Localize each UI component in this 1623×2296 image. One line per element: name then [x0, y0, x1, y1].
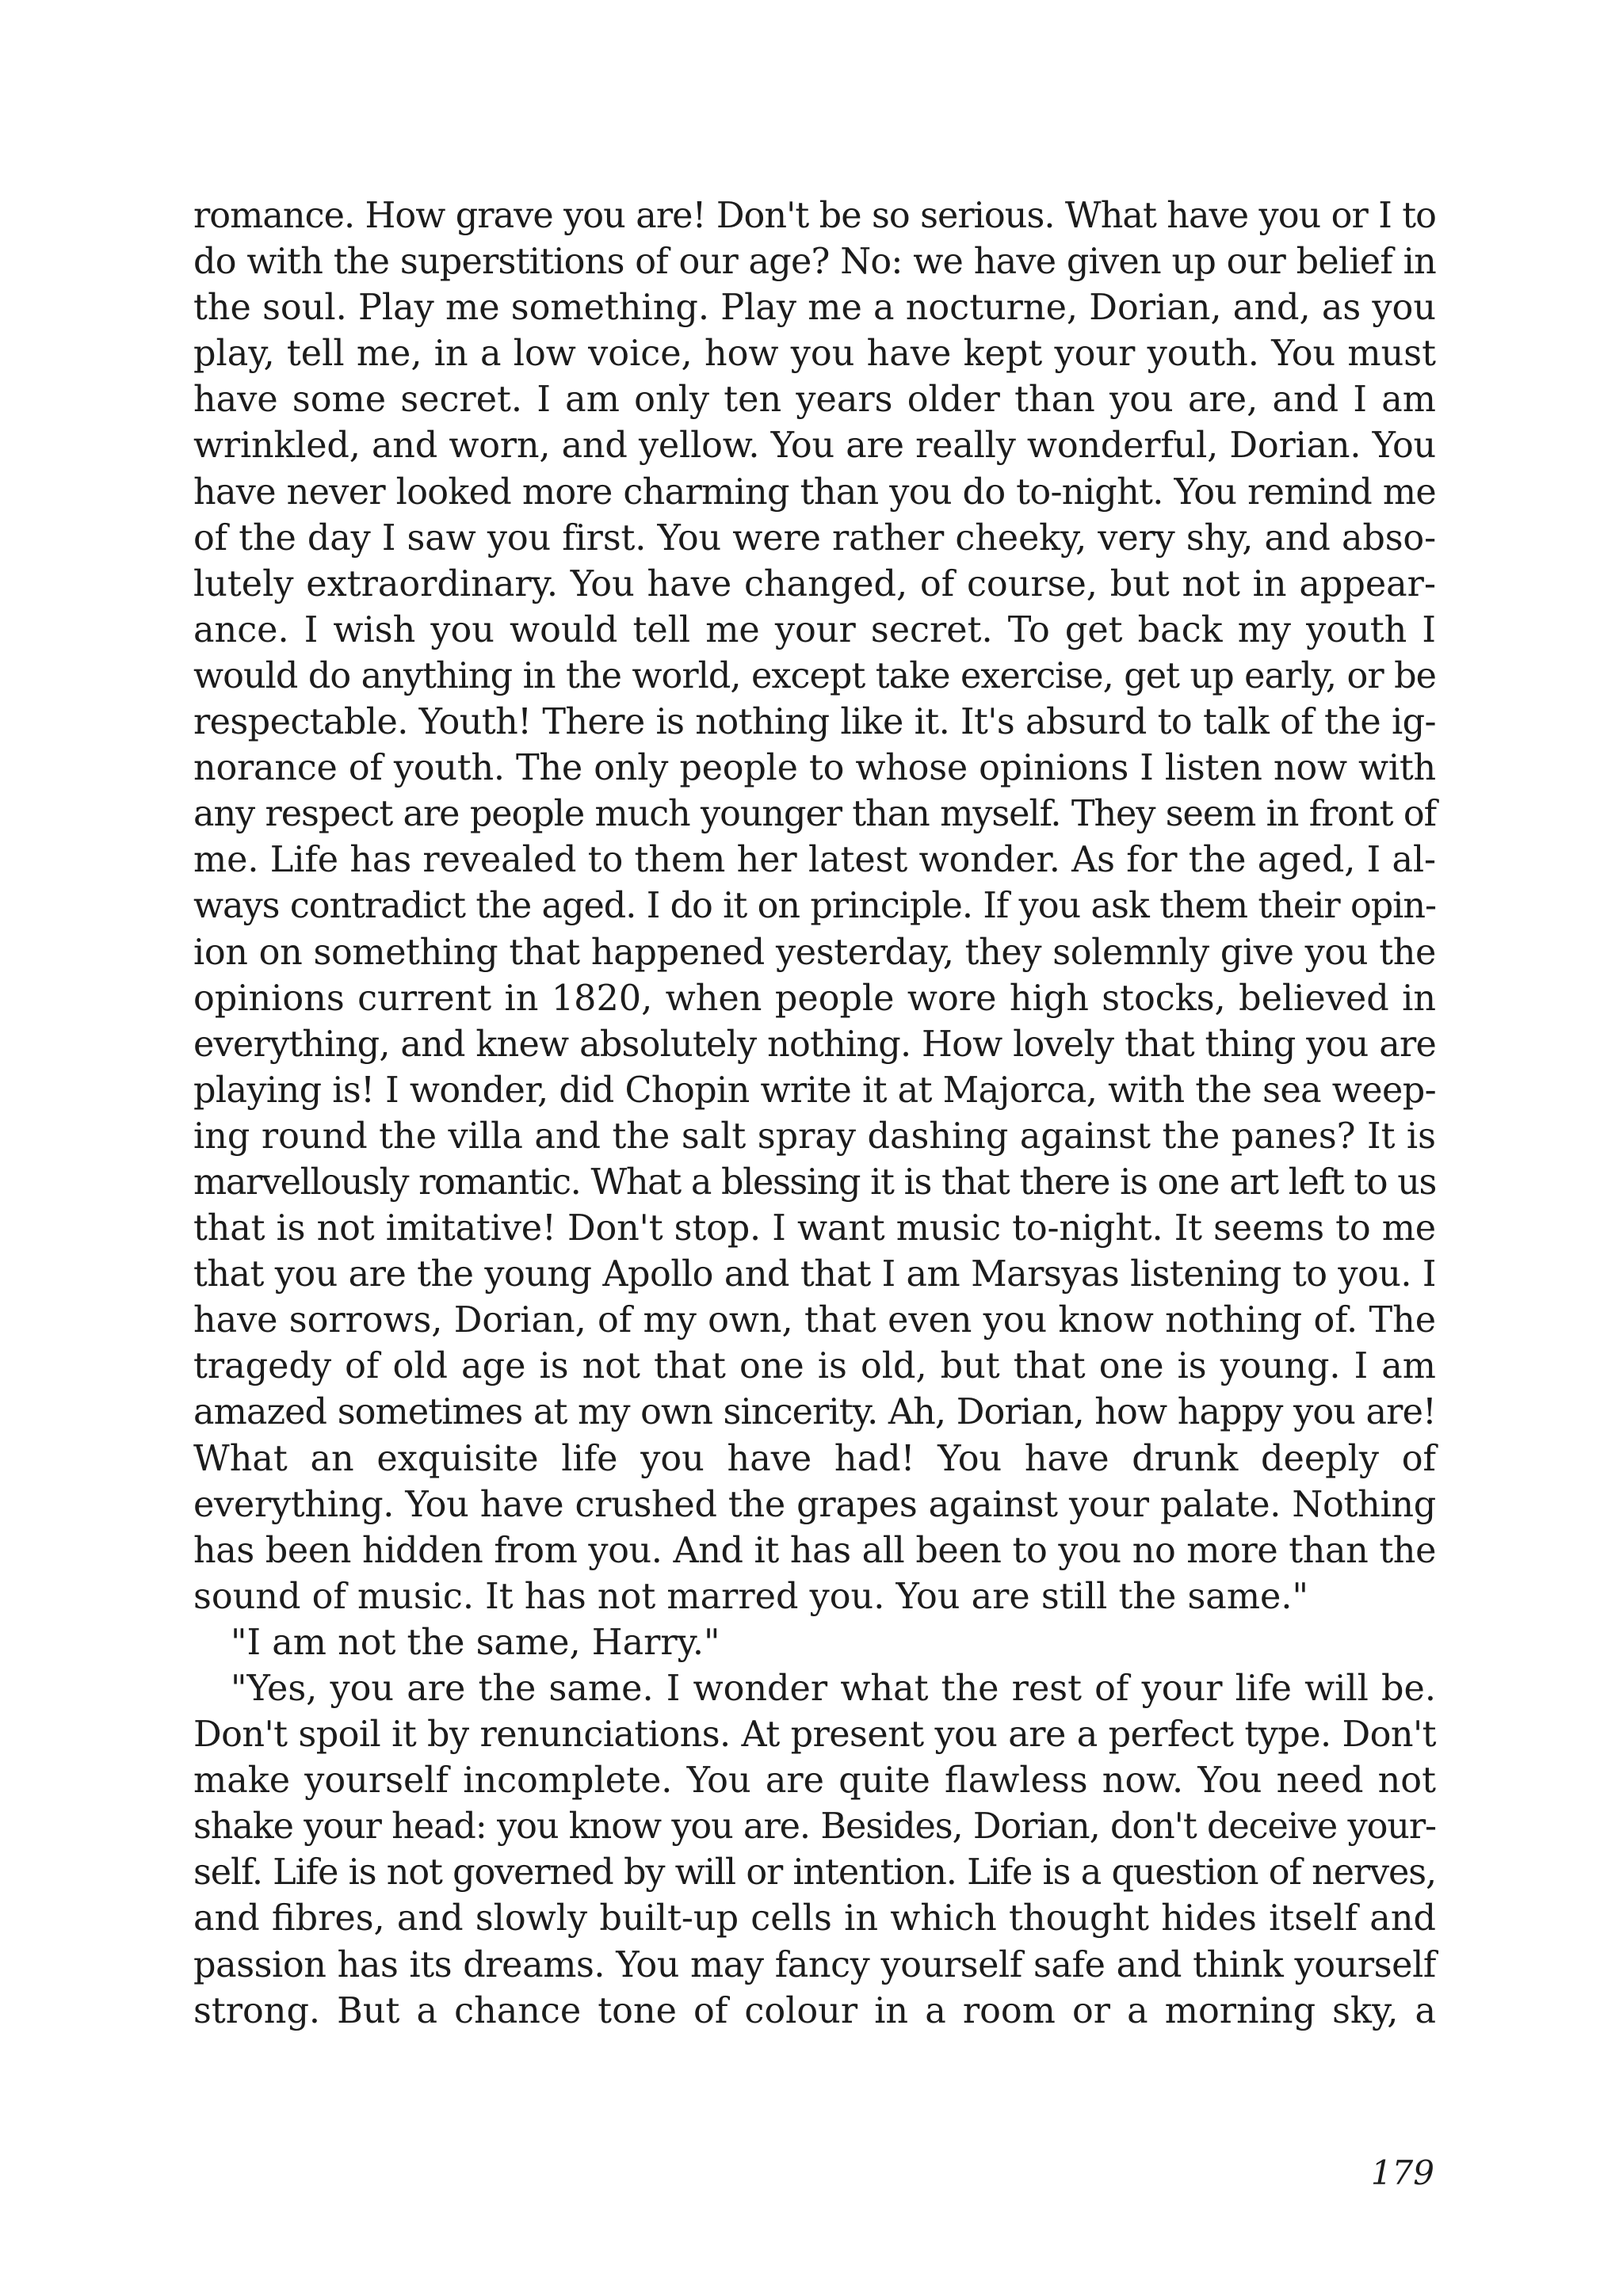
- text-line: norance of youth. The only people to whose opinions I listen now with: [193, 748, 1436, 789]
- text-line: do with the superstitions of our age? No: we have given up our belief in: [193, 242, 1436, 283]
- text-line: ion on something that happened yesterday, they solemnly give you the: [193, 932, 1436, 973]
- text-line: respectable. Youth! There is nothing like it. It's absurd to talk of the ig-: [193, 702, 1436, 743]
- text-line: shake your head: you know you are. Besides, Dorian, don't deceive your-: [193, 1806, 1436, 1848]
- text-line: that you are the young Apollo and that I am Marsyas listening to you. I: [193, 1254, 1436, 1295]
- text-line: would do anything in the world, except take exercise, get up early, or be: [193, 655, 1436, 696]
- text-line: of the day I saw you first. You were rather cheeky, very shy, and abso-: [193, 517, 1436, 559]
- text-line: that is not imitative! Don't stop. I want music to-night. It seems to me: [193, 1208, 1436, 1249]
- text-line: romance. How grave you are! Don't be so serious. What have you or I to: [193, 196, 1436, 236]
- text-line: self. Life is not governed by will or intention. Life is a question of nerves,: [193, 1852, 1436, 1894]
- text-line: wrinkled, and worn, and yellow. You are really wonderful, Dorian. You: [193, 425, 1436, 467]
- text-line: ways contradict the aged. I do it on principle. If you ask them their opin-: [193, 886, 1436, 927]
- text-line: playing is! I wonder, did Chopin write it at Majorca, with the sea weep-: [193, 1070, 1436, 1111]
- text-line: amazed sometimes at my own sincerity. Ah, Dorian, how happy you are!: [193, 1392, 1436, 1433]
- text-line: everything, and knew absolutely nothing. How lovely that thing you are: [193, 1024, 1436, 1065]
- text-line: lutely extraordinary. You have changed, of course, but not in appear-: [193, 563, 1436, 605]
- text-line: have never looked more charming than you do to-night. You remind me: [193, 471, 1436, 513]
- text-line: marvellously romantic. What a blessing it is that there is one art left to us: [193, 1161, 1436, 1203]
- text-line: everything. You have crushed the grapes against your palate. Nothing: [193, 1484, 1436, 1525]
- text-line: passion has its dreams. You may fancy yourself safe and think yourself: [193, 1944, 1436, 1985]
- text-line: opinions current in 1820, when people wore high stocks, believed in: [193, 978, 1436, 1019]
- text-line: has been hidden from you. And it has all been to you no more than the: [193, 1530, 1436, 1571]
- paragraph-end-line: sound of music. It has not marred you. You are still the same.": [193, 1576, 1308, 1617]
- text-line: strong. But a chance tone of colour in a room or a morning sky, a: [193, 1990, 1436, 2031]
- dialogue-line: "I am not the same, Harry.": [231, 1622, 720, 1663]
- page-number: 179: [1370, 2153, 1434, 2192]
- text-line: What an exquisite life you have had! You have drunk deeply of: [193, 1438, 1436, 1479]
- text-line: tragedy of old age is not that one is old, but that one is young. I am: [193, 1346, 1436, 1387]
- text-line: ing round the villa and the salt spray dashing against the panes? It is: [193, 1116, 1436, 1157]
- paragraph-first-line: "Yes, you are the same. I wonder what the rest of your life will be.: [231, 1669, 1436, 1709]
- text-line: make yourself incomplete. You are quite flawless now. You need not: [193, 1760, 1436, 1802]
- text-line: the soul. Play me something. Play me a nocturne, Dorian, and, as you: [193, 288, 1436, 329]
- text-line: any respect are people much younger than myself. They seem in front of: [193, 794, 1436, 835]
- body-text: [193, 193, 1436, 2035]
- text-line: play, tell me, in a low voice, how you have kept your youth. You must: [193, 334, 1436, 375]
- text-line: have some secret. I am only ten years older than you are, and I am: [193, 379, 1436, 421]
- text-line: me. Life has revealed to them her latest wonder. As for the aged, I al-: [193, 840, 1436, 881]
- text-line: Don't spoil it by renunciations. At present you are a perfect type. Don't: [193, 1714, 1436, 1756]
- text-line: have sorrows, Dorian, of my own, that even you know nothing of. The: [193, 1300, 1436, 1341]
- text-line: ance. I wish you would tell me your secret. To get back my youth I: [193, 609, 1436, 650]
- text-line: and fibres, and slowly built-up cells in which thought hides itself and: [193, 1898, 1436, 1939]
